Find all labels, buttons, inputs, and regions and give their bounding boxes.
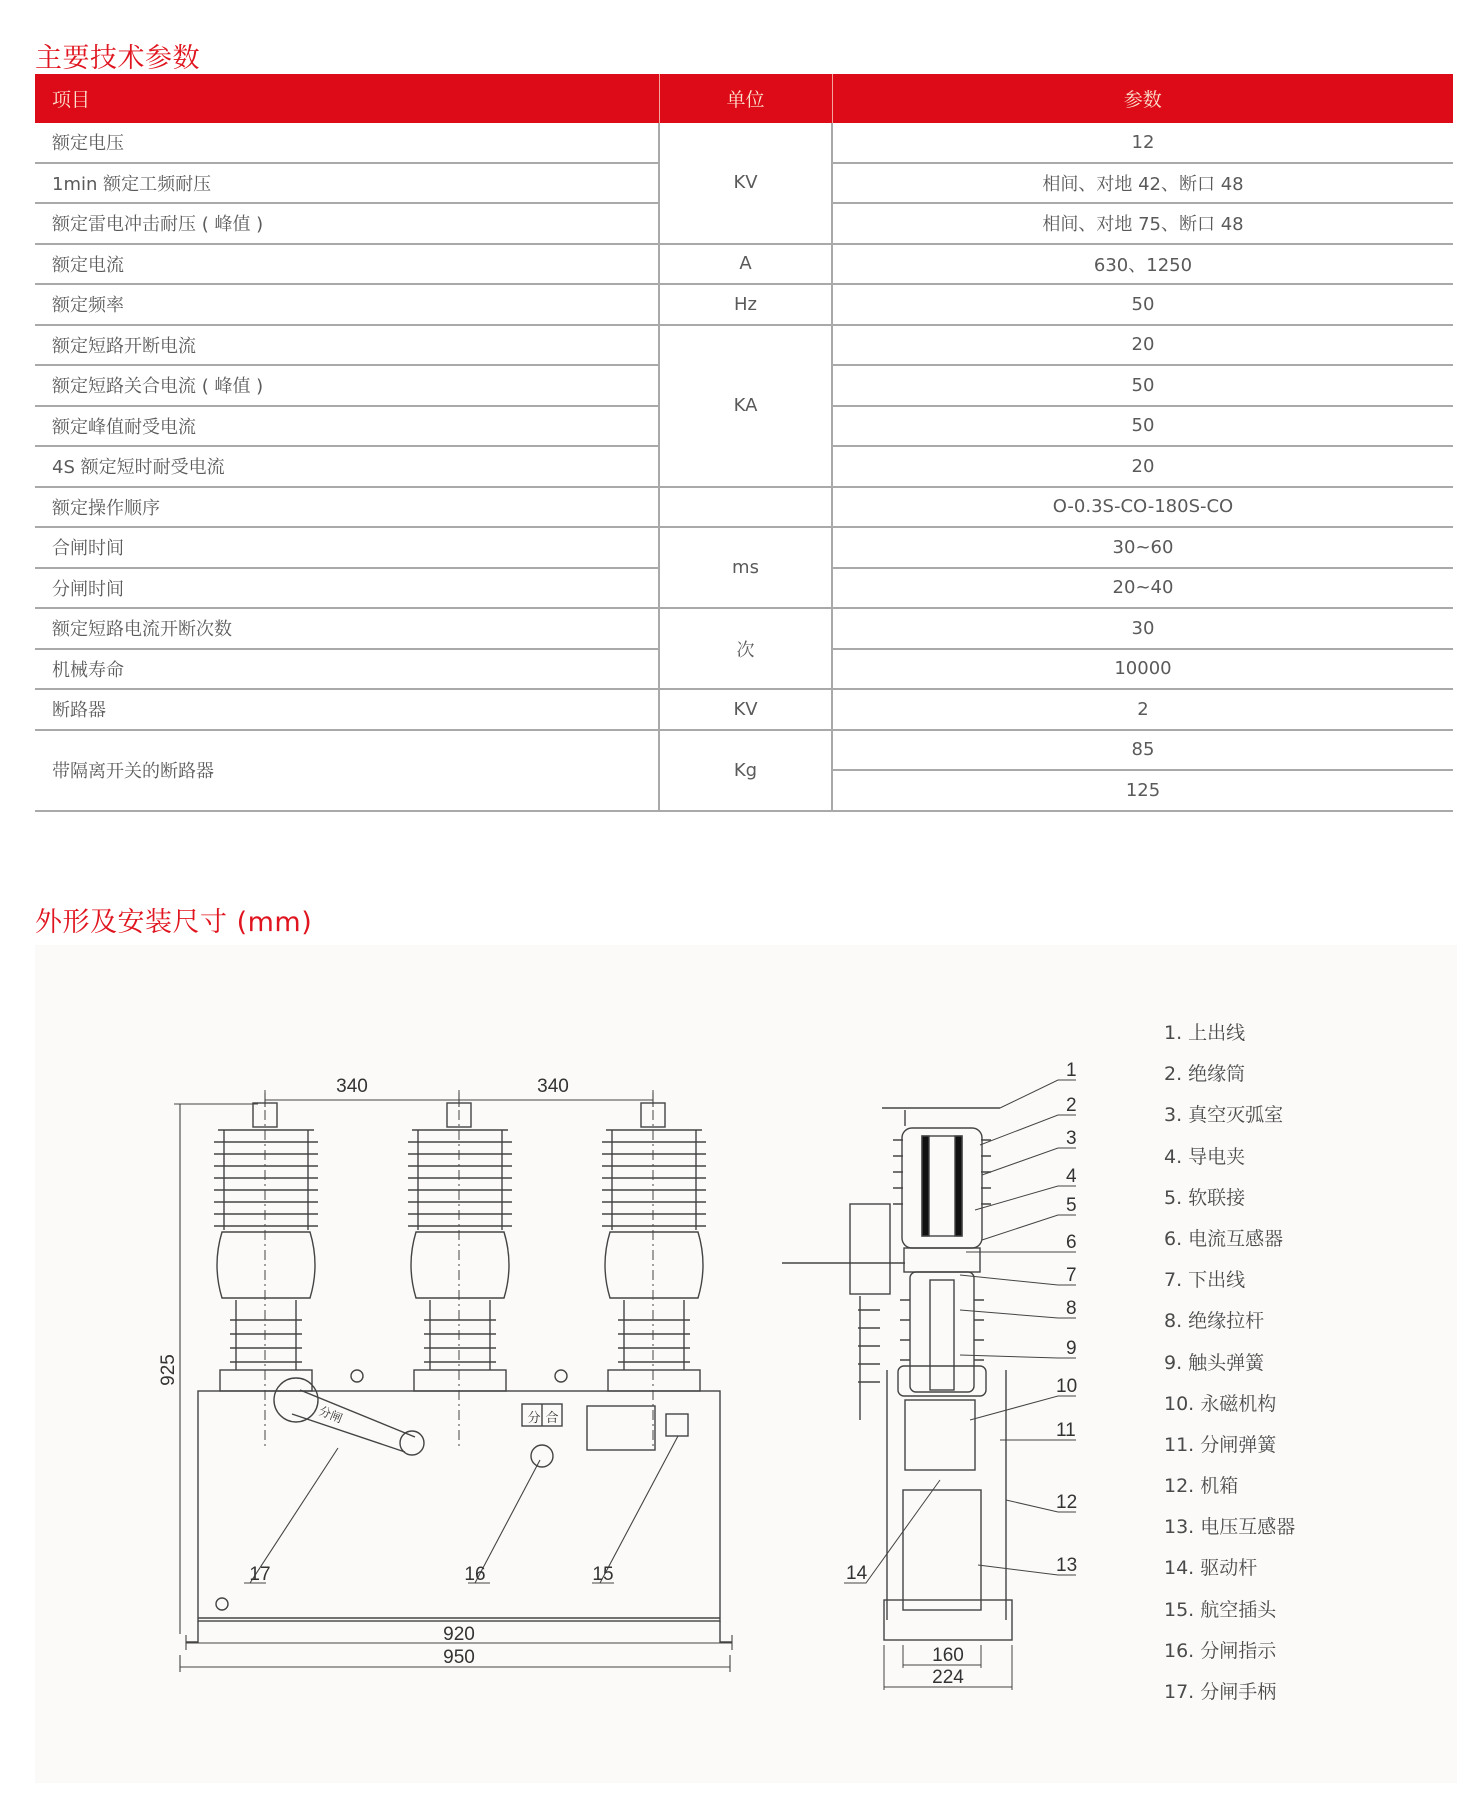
callout-15: 15 xyxy=(592,1564,614,1585)
spec-section-title: 主要技术参数 xyxy=(35,43,200,75)
row-value: 10000 xyxy=(832,649,1453,690)
row-item: 额定短路关合电流 ( 峰值 ) xyxy=(35,365,659,406)
legend-item: 10. 永磁机构 xyxy=(1164,1392,1277,1415)
row-value: 50 xyxy=(832,406,1453,447)
row-item: 额定雷电冲击耐压 ( 峰值 ) xyxy=(35,203,659,244)
row-item: 额定操作顺序 xyxy=(35,487,659,528)
legend-item: 12. 机箱 xyxy=(1164,1475,1239,1498)
callout-2: 2 xyxy=(1066,1095,1077,1116)
legend-item: 3. 真空灭弧室 xyxy=(1164,1104,1284,1127)
row-item: 分闸时间 xyxy=(35,568,659,609)
header-value: 参数 xyxy=(832,74,1453,123)
row-value: 50 xyxy=(832,284,1453,325)
dim-pitch-right: 340 xyxy=(537,1076,569,1097)
dim-pitch-left: 340 xyxy=(336,1076,368,1097)
dimensions-section-title: 外形及安装尺寸 (mm) xyxy=(35,907,313,939)
row-item: 合闸时间 xyxy=(35,527,659,568)
callout-3: 3 xyxy=(1066,1128,1077,1149)
callout-5: 5 xyxy=(1066,1195,1077,1216)
header-unit: 单位 xyxy=(659,74,832,123)
row-item: 4S 额定短时耐受电流 xyxy=(35,446,659,487)
callout-10: 10 xyxy=(1056,1376,1078,1397)
callout-6: 6 xyxy=(1066,1232,1077,1253)
dim-inner-width: 920 xyxy=(443,1624,475,1645)
row-value: 12 xyxy=(832,123,1453,163)
row-value: 20 xyxy=(832,325,1453,366)
legend-item: 5. 软联接 xyxy=(1164,1186,1246,1209)
row-value: 630、1250 xyxy=(832,244,1453,285)
row-unit: 次 xyxy=(659,608,832,689)
parts-legend xyxy=(1164,1013,1295,1713)
row-value: 30 xyxy=(832,608,1453,649)
legend-item: 13. 电压互感器 xyxy=(1164,1516,1296,1539)
row-item: 额定电压 xyxy=(35,123,659,163)
row-item: 额定电流 xyxy=(35,244,659,285)
row-value: 20~40 xyxy=(832,568,1453,609)
row-item: 带隔离开关的断路器 xyxy=(35,730,659,811)
legend-item: 9. 触头弹簧 xyxy=(1164,1351,1265,1374)
callout-12: 12 xyxy=(1056,1492,1078,1513)
row-item: 断路器 xyxy=(35,689,659,730)
row-value: 2 xyxy=(832,689,1453,730)
callout-11: 11 xyxy=(1056,1420,1076,1441)
row-value: 85 xyxy=(832,730,1453,771)
legend-item: 1. 上出线 xyxy=(1164,1022,1246,1044)
row-value: 相间、对地 42、断口 48 xyxy=(832,163,1453,204)
row-value: 相间、对地 75、断口 48 xyxy=(832,203,1453,244)
row-value: 20 xyxy=(832,446,1453,487)
callout-7: 7 xyxy=(1066,1265,1077,1286)
legend-item: 15. 航空插头 xyxy=(1164,1598,1277,1621)
callout-13: 13 xyxy=(1056,1555,1078,1576)
dim-height: 925 xyxy=(158,1354,179,1386)
dim-outer-width: 950 xyxy=(443,1647,475,1668)
row-item: 额定频率 xyxy=(35,284,659,325)
legend-item: 2. 绝缘筒 xyxy=(1164,1063,1246,1086)
row-unit: KV xyxy=(659,123,832,244)
row-value: 30~60 xyxy=(832,527,1453,568)
callout-16: 16 xyxy=(464,1564,486,1585)
indicator-close-label: 合 xyxy=(545,1411,559,1426)
legend-item: 11. 分闸弹簧 xyxy=(1164,1433,1277,1456)
legend-item: 7. 下出线 xyxy=(1164,1269,1246,1292)
legend-item: 14. 驱动杆 xyxy=(1164,1557,1258,1580)
indicator-open-label: 分 xyxy=(527,1411,541,1426)
row-value: O-0.3S-CO-180S-CO xyxy=(832,487,1453,528)
row-item: 1min 额定工频耐压 xyxy=(35,163,659,204)
callout-14: 14 xyxy=(846,1563,868,1584)
row-unit: A xyxy=(659,244,832,285)
header-item: 项目 xyxy=(35,74,659,123)
legend-item: 16. 分闸指示 xyxy=(1164,1639,1277,1662)
row-value: 50 xyxy=(832,365,1453,406)
dim-side-outer: 224 xyxy=(932,1667,964,1688)
row-item: 额定短路电流开断次数 xyxy=(35,608,659,649)
row-unit: Kg xyxy=(659,730,832,811)
row-item: 额定峰值耐受电流 xyxy=(35,406,659,447)
callout-9: 9 xyxy=(1066,1338,1077,1359)
side-view-drawing xyxy=(782,1080,1076,1690)
handle-label: 分闸 xyxy=(316,1403,345,1426)
row-item: 额定短路开断电流 xyxy=(35,325,659,366)
row-value: 125 xyxy=(832,770,1453,811)
row-unit: KA xyxy=(659,325,832,487)
row-item: 机械寿命 xyxy=(35,649,659,690)
legend-item: 6. 电流互感器 xyxy=(1164,1227,1284,1250)
legend-item: 4. 导电夹 xyxy=(1164,1145,1246,1168)
callout-1: 1 xyxy=(1066,1060,1077,1081)
legend-item: 8. 绝缘拉杆 xyxy=(1164,1310,1265,1333)
callout-4: 4 xyxy=(1066,1166,1077,1187)
row-unit: KV xyxy=(659,689,832,730)
row-unit: Hz xyxy=(659,284,832,325)
row-unit: ms xyxy=(659,527,832,608)
callout-8: 8 xyxy=(1066,1298,1077,1319)
legend-item: 17. 分闸手柄 xyxy=(1164,1681,1277,1703)
callout-17: 17 xyxy=(249,1564,271,1585)
dim-side-inner: 160 xyxy=(932,1645,964,1666)
